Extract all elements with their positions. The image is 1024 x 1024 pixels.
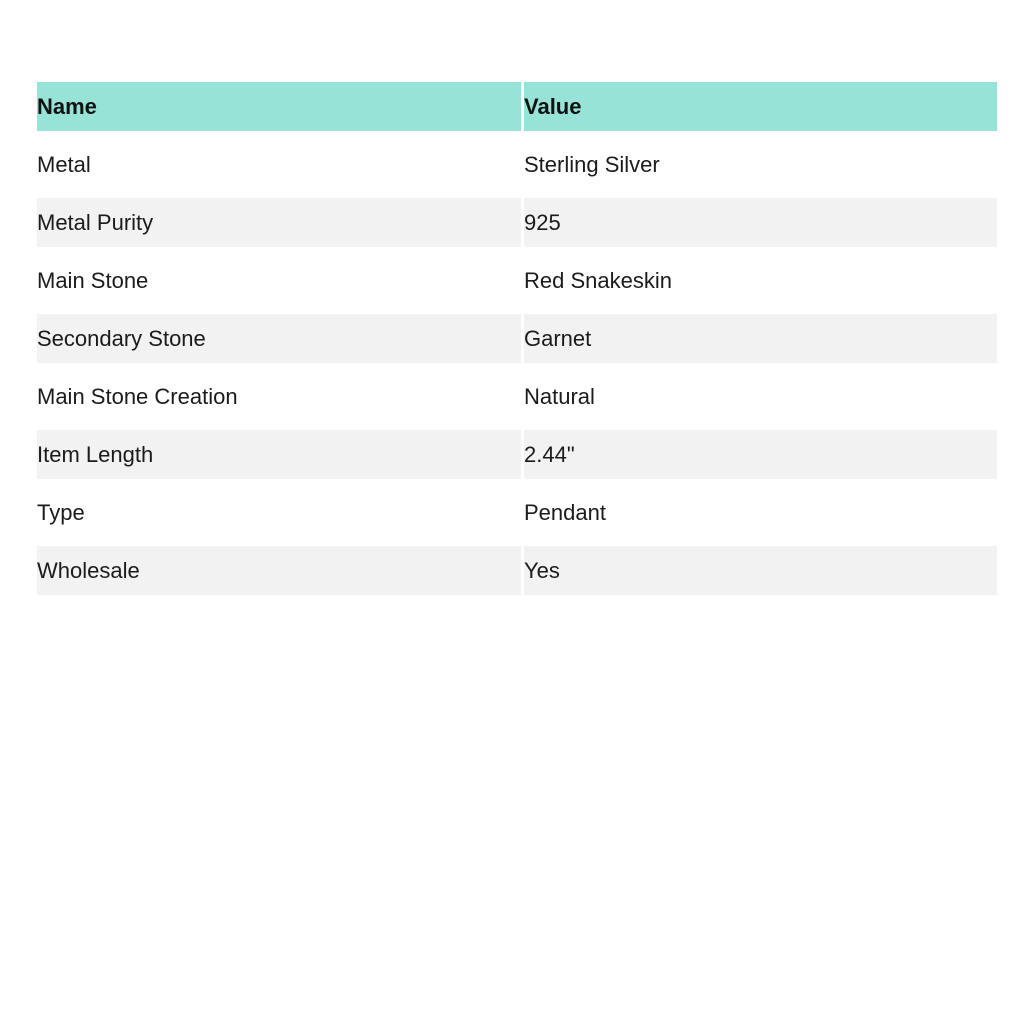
spec-name: Metal Purity xyxy=(37,198,521,247)
column-header-name: Name xyxy=(37,82,521,131)
item-specifics-table xyxy=(34,73,1000,604)
table-row xyxy=(37,314,997,363)
spec-value: Pendant xyxy=(524,488,997,537)
table-row xyxy=(37,198,997,247)
table-row xyxy=(37,430,997,479)
table-header-row xyxy=(37,82,997,131)
table-row xyxy=(37,546,997,595)
table-row xyxy=(37,372,997,421)
spec-name: Wholesale xyxy=(37,546,521,595)
spec-name: Metal xyxy=(37,140,521,189)
spec-name: Main Stone Creation xyxy=(37,372,521,421)
spec-value: 2.44" xyxy=(524,430,997,479)
spec-name: Secondary Stone xyxy=(37,314,521,363)
spec-name: Type xyxy=(37,488,521,537)
spec-value: Garnet xyxy=(524,314,997,363)
spec-value: Natural xyxy=(524,372,997,421)
table-row xyxy=(37,256,997,305)
spec-value: 925 xyxy=(524,198,997,247)
table-row xyxy=(37,140,997,189)
spec-name: Item Length xyxy=(37,430,521,479)
column-header-value: Value xyxy=(524,82,997,131)
spec-value: Sterling Silver xyxy=(524,140,997,189)
spec-value: Yes xyxy=(524,546,997,595)
table-row xyxy=(37,488,997,537)
spec-value: Red Snakeskin xyxy=(524,256,997,305)
spec-name: Main Stone xyxy=(37,256,521,305)
